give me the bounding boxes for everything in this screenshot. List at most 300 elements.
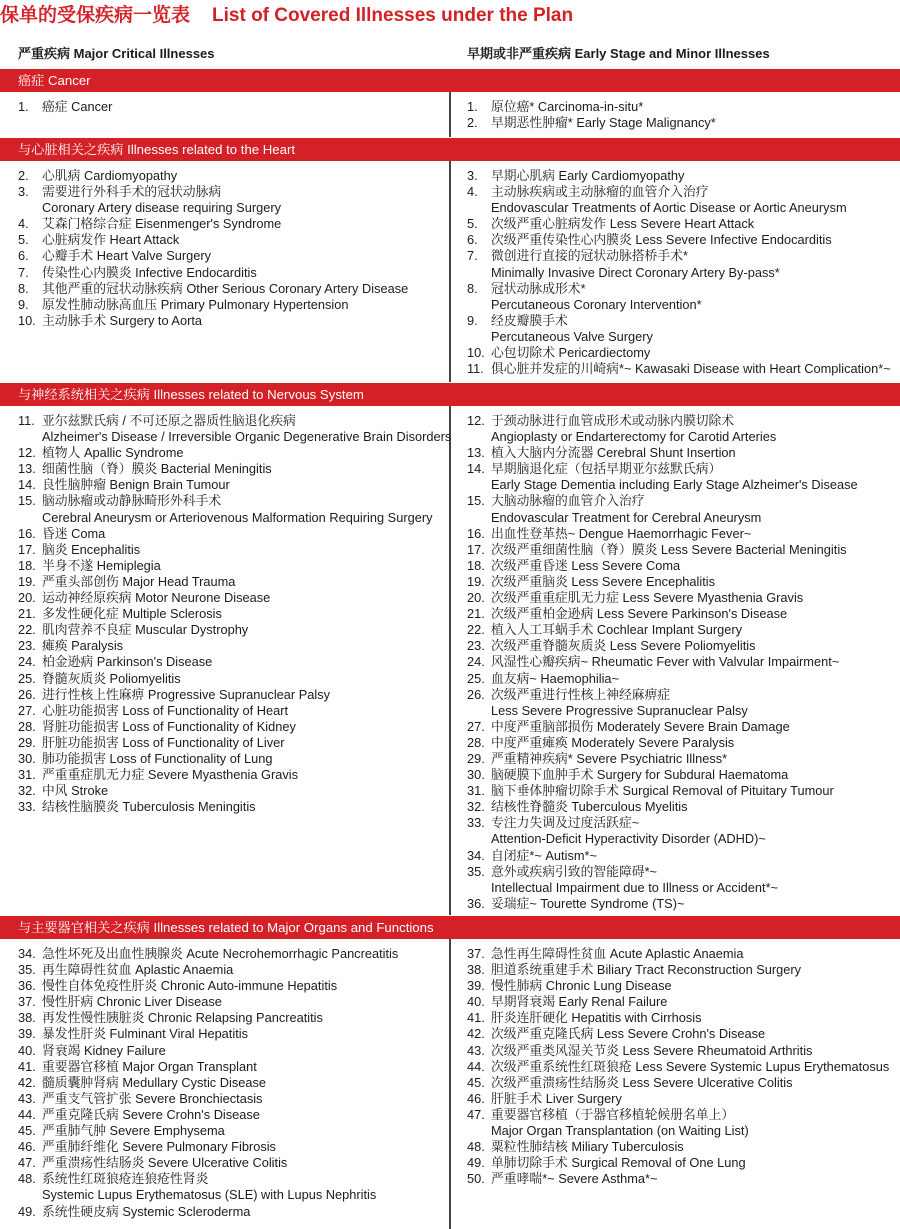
item-number: 3. (18, 184, 29, 200)
item-text (42, 558, 446, 574)
illness-item (18, 1043, 446, 1059)
item-text-line: 早期恶性肿瘤* Early Stage Malignancy* (491, 115, 716, 131)
item-number: 31. (467, 783, 485, 799)
item-number: 15. (467, 493, 485, 509)
item-number: 19. (467, 573, 485, 589)
item-text-line: 于颈动脉进行血管成形术或动脉内膜切除术 (491, 413, 735, 428)
item-text-line: 严重肺纤维化 Severe Pulmonary Fibrosis (42, 1139, 276, 1155)
item-text-line: 其他严重的冠状动脉疾病 Other Serious Coronary Artery Disease (42, 280, 409, 296)
illness-item (18, 767, 446, 783)
illness-item (18, 168, 446, 184)
item-text (491, 638, 897, 654)
item-number: 46. (467, 1090, 485, 1106)
item-text-line: Coronary Artery disease requiring Surgery (42, 200, 281, 216)
item-number: 43. (18, 1090, 36, 1106)
item-text-line: 肝炎连肝硬化 Hepatitis with Cirrhosis (491, 1010, 702, 1026)
illness-item (467, 1107, 897, 1139)
item-text (42, 1139, 446, 1155)
item-text (491, 558, 897, 574)
item-text-line: 专注力失调及过度活跃症~ (491, 815, 640, 831)
item-text (491, 168, 897, 184)
item-text-line: 再生障碍性贫血 Aplastic Anaemia (42, 962, 234, 978)
illness-item (18, 978, 446, 994)
illness-item (467, 526, 897, 542)
item-text-line: Percutaneous Valve Surgery (491, 328, 653, 344)
item-text (491, 1075, 897, 1091)
illness-item (467, 671, 897, 687)
item-text-line: Minimally Invasive Direct Coronary Artery By-pass* (491, 264, 780, 280)
illness-item (18, 783, 446, 799)
item-text (42, 248, 446, 264)
item-number: 1. (467, 99, 478, 114)
item-text (491, 751, 897, 767)
list-major-cancer (18, 99, 446, 115)
section-heading: 癌症 Cancer (18, 73, 91, 88)
item-text (491, 184, 897, 216)
illness-item (467, 622, 897, 638)
item-number: 49. (18, 1203, 36, 1219)
item-text-line: 肝脏功能损害 Loss of Functionality of Liver (42, 734, 285, 750)
illness-item (467, 542, 897, 558)
illness-item (467, 1043, 897, 1059)
illness-item (467, 493, 897, 525)
item-number: 15. (18, 493, 36, 509)
item-text-line: 严重精神疾病* Severe Psychiatric Illness* (491, 750, 728, 766)
item-text (491, 248, 897, 280)
item-text-line: 血友病~ Haemophilia~ (491, 670, 620, 686)
item-text (491, 687, 897, 719)
item-text-line: 次级严重溃疡性结肠炎 Less Severe Ulcerative Colitis (491, 1074, 793, 1090)
illness-item (18, 1123, 446, 1139)
item-text (42, 216, 446, 232)
illness-item (467, 946, 897, 962)
item-text (491, 590, 897, 606)
item-text (491, 1091, 897, 1107)
item-text (42, 687, 446, 703)
illness-item (18, 297, 446, 313)
illness-item (18, 735, 446, 751)
item-text-line: 慢性肝病 Chronic Liver Disease (42, 994, 222, 1010)
item-text (42, 978, 446, 994)
item-text-line: 风湿性心瓣疾病~ Rheumatic Fever with Valvular Impairment~ (491, 654, 840, 670)
item-text-line: 冠状动脉成形术* (491, 280, 586, 296)
illness-item (467, 1059, 897, 1075)
item-text-line: 急性坏死及出血性胰腺炎 Acute Necrohemorrhagic Pancreatitis (42, 946, 399, 961)
item-number: 47. (467, 1106, 485, 1122)
item-text-line: Systemic Lupus Erythematosus (SLE) with Lupus Nephritis (42, 1187, 377, 1203)
illness-item (467, 815, 897, 847)
illness-item (18, 1091, 446, 1107)
section-band-organs (0, 916, 900, 939)
item-number: 4. (467, 184, 478, 200)
item-number: 50. (467, 1171, 485, 1187)
item-text (491, 994, 897, 1010)
item-text (42, 1026, 446, 1042)
item-text (42, 654, 446, 670)
item-text (42, 946, 446, 962)
item-text (42, 735, 446, 751)
item-text-line: Angioplasty or Endarterectomy for Carotid Arteries (491, 429, 777, 445)
item-text-line: 次级严重脑炎 Less Severe Encephalitis (491, 573, 716, 589)
item-text (491, 1026, 897, 1042)
item-text (491, 1043, 897, 1059)
illness-item (18, 1059, 446, 1075)
illness-item (467, 574, 897, 590)
list-minor-organs (467, 946, 897, 1187)
item-text-line: 结核性脑膜炎 Tuberculosis Meningitis (42, 799, 256, 815)
item-number: 44. (467, 1058, 485, 1074)
illness-item (18, 1107, 446, 1123)
item-text-line: 结核性脊髓炎 Tuberculous Myelitis (491, 799, 688, 815)
item-text-line: 次级严重细菌性脑（脊）膜炎 Less Severe Bacterial Meningitis (491, 541, 847, 557)
illness-item (467, 1139, 897, 1155)
item-text (42, 1010, 446, 1026)
item-number: 30. (467, 767, 485, 783)
item-text (491, 1107, 897, 1139)
item-number: 32. (18, 783, 36, 799)
item-number: 23. (467, 638, 485, 654)
item-number: 30. (18, 750, 36, 766)
item-text (42, 493, 446, 525)
illness-item (467, 751, 897, 767)
item-text (491, 445, 897, 461)
item-number: 27. (18, 702, 36, 718)
item-text (42, 1059, 446, 1075)
illness-item (467, 687, 897, 719)
item-text-line: 主动脉手术 Surgery to Aorta (42, 312, 203, 328)
illness-item (18, 542, 446, 558)
item-number: 46. (18, 1139, 36, 1155)
item-number: 26. (467, 686, 485, 702)
item-text-line: 次级严重脊髓灰质炎 Less Severe Poliomyelitis (491, 638, 756, 654)
item-number: 23. (18, 638, 36, 654)
item-text-line: 自闭症*~ Autism*~ (491, 847, 597, 863)
item-text (42, 281, 446, 297)
illness-item (467, 1026, 897, 1042)
illness-item (467, 962, 897, 978)
item-text (42, 703, 446, 719)
item-number: 2. (18, 168, 29, 183)
item-number: 25. (18, 670, 36, 686)
illness-item (467, 978, 897, 994)
page-title (0, 3, 573, 29)
item-text (42, 168, 446, 184)
item-text-line: 单肺切除手术 Surgical Removal of One Lung (491, 1155, 746, 1171)
illness-item (18, 751, 446, 767)
item-text (42, 671, 446, 687)
item-text-line: 脑炎 Encephalitis (42, 541, 141, 557)
illness-item (18, 493, 446, 525)
item-text-line: 植物人 Apallic Syndrome (42, 445, 184, 461)
illness-item (467, 168, 897, 184)
illness-item (467, 767, 897, 783)
item-number: 34. (18, 946, 36, 961)
item-number: 20. (18, 590, 36, 606)
item-text-line: 再发性慢性胰脏炎 Chronic Relapsing Pancreatitis (42, 1010, 323, 1026)
illness-item (18, 1010, 446, 1026)
illness-item (467, 1171, 897, 1187)
illness-item (18, 477, 446, 493)
item-number: 33. (467, 815, 485, 831)
illness-item (467, 799, 897, 815)
item-text-line: 次级严重克隆氏病 Less Severe Crohn's Disease (491, 1026, 766, 1042)
item-text (491, 1010, 897, 1026)
illness-item (18, 461, 446, 477)
item-text (42, 638, 446, 654)
column-heading-major: 严重疾病 Major Critical Illnesses (18, 46, 215, 61)
section-band-heart (0, 138, 900, 161)
illness-item (467, 345, 897, 361)
list-minor-heart (467, 168, 897, 377)
item-text (491, 799, 897, 815)
item-number: 17. (467, 541, 485, 557)
item-number: 37. (18, 994, 36, 1010)
item-text-line: 严重支气管扩张 Severe Bronchiectasis (42, 1090, 263, 1106)
section-heading: 与神经系统相关之疾病 Illnesses related to Nervous System (18, 387, 364, 402)
item-text (491, 783, 897, 799)
item-text-line: 心包切除术 Pericardiectomy (491, 345, 651, 361)
illness-item (18, 526, 446, 542)
item-text-line: 严重重症肌无力症 Severe Myasthenia Gravis (42, 767, 299, 783)
illness-item (467, 413, 897, 445)
illness-item (467, 184, 897, 216)
item-number: 47. (18, 1155, 36, 1171)
item-text (491, 767, 897, 783)
item-text (491, 99, 897, 115)
item-text-line: 癌症 Cancer (42, 99, 113, 114)
column-divider (449, 161, 451, 382)
item-text-line: 肝脏手术 Liver Surgery (491, 1090, 622, 1106)
illness-item (467, 248, 897, 280)
item-text-line: 脑下垂体肿瘤切除手术 Surgical Removal of Pituitary Tumour (491, 783, 834, 799)
item-number: 10. (18, 312, 36, 328)
item-text (42, 99, 446, 115)
item-number: 31. (18, 767, 36, 783)
illness-item (467, 994, 897, 1010)
item-number: 41. (18, 1058, 36, 1074)
item-text-line: 中风 Stroke (42, 783, 109, 799)
illness-item (467, 864, 897, 896)
item-text (491, 413, 897, 445)
item-text-line: Alzheimer's Disease / Irreversible Organic Degenerative Brain Disorders (42, 429, 452, 445)
item-text (42, 962, 446, 978)
item-number: 49. (467, 1155, 485, 1171)
item-text (491, 461, 897, 493)
item-text (491, 542, 897, 558)
item-text (42, 313, 446, 329)
illness-item (467, 735, 897, 751)
illness-item (18, 216, 446, 232)
item-number: 19. (18, 573, 36, 589)
item-number: 43. (467, 1042, 485, 1058)
item-number: 29. (18, 734, 36, 750)
item-text-line: 半身不遂 Hemiplegia (42, 557, 161, 573)
item-number: 21. (467, 606, 485, 622)
item-number: 45. (18, 1123, 36, 1139)
illness-item (467, 461, 897, 493)
item-text-line: 急性再生障碍性贫血 Acute Aplastic Anaemia (491, 946, 744, 961)
list-minor-cancer (467, 99, 897, 131)
item-number: 48. (467, 1139, 485, 1155)
item-number: 24. (467, 654, 485, 670)
item-text (491, 815, 897, 847)
item-text (42, 994, 446, 1010)
item-text-line: 需要进行外科手术的冠状动脉病 (42, 184, 222, 200)
item-text-line: Attention-Deficit Hyperactivity Disorder (ADHD)~ (491, 831, 766, 847)
item-text (42, 1204, 446, 1220)
item-text-line: 肌肉营养不良症 Muscular Dystrophy (42, 622, 249, 638)
item-text-line: 严重哮喘*~ Severe Asthma*~ (491, 1171, 658, 1187)
item-text-line: Less Severe Progressive Supranuclear Palsy (491, 702, 748, 718)
item-number: 8. (467, 280, 478, 296)
item-text-line: 中度严重脑部损伤 Moderately Severe Brain Damage (491, 718, 790, 734)
item-number: 5. (467, 216, 478, 232)
item-text (491, 946, 897, 962)
item-text (491, 493, 897, 525)
illness-item (18, 232, 446, 248)
page-title-en: List of Covered Illnesses under the Plan (212, 5, 574, 26)
item-text-line: Cerebral Aneurysm or Arteriovenous Malformation Requiring Surgery (42, 509, 433, 525)
item-text (42, 1171, 446, 1203)
item-text-line: 细菌性脑（脊）膜炎 Bacterial Meningitis (42, 461, 272, 477)
item-number: 5. (18, 232, 29, 248)
item-text-line: 出血性登革热~ Dengue Haemorrhagic Fever~ (491, 525, 752, 541)
item-text (42, 622, 446, 638)
item-text-line: 微创进行直接的冠状动脉搭桥手术* (491, 248, 688, 264)
item-number: 14. (467, 461, 485, 477)
illness-item (467, 896, 897, 912)
item-text (42, 1075, 446, 1091)
item-number: 38. (18, 1010, 36, 1026)
illness-item (467, 638, 897, 654)
item-text-line: 重要器官移植 Major Organ Transplant (42, 1058, 257, 1074)
list-major-organs (18, 946, 446, 1220)
item-text-line: 胆道系统重建手术 Biliary Tract Reconstruction Surgery (491, 962, 802, 978)
item-text (491, 1155, 897, 1171)
item-number: 28. (467, 734, 485, 750)
item-text-line: 肺功能损害 Loss of Functionality of Lung (42, 750, 273, 766)
list-minor-nervous (467, 413, 897, 912)
item-text-line: 主动脉疾病或主动脉瘤的血管介入治疗 (491, 184, 709, 200)
item-text-line: 严重肺气肿 Severe Emphysema (42, 1123, 225, 1139)
item-number: 27. (467, 718, 485, 734)
item-text (42, 297, 446, 313)
illness-item (467, 313, 897, 345)
illness-item (467, 719, 897, 735)
item-number: 18. (467, 557, 485, 573)
illness-item (18, 719, 446, 735)
illness-item (467, 361, 897, 377)
item-text (491, 1139, 897, 1155)
illness-item (18, 1171, 446, 1203)
item-text-line: 次级严重重症肌无力症 Less Severe Myasthenia Gravis (491, 590, 804, 606)
item-text (491, 606, 897, 622)
item-number: 28. (18, 718, 36, 734)
illness-item (18, 606, 446, 622)
item-text-line: 植入人工耳蜗手术 Cochlear Implant Surgery (491, 622, 743, 638)
item-text (491, 962, 897, 978)
item-text-line: 系统性红斑狼疮连狼疮性肾炎 (42, 1171, 209, 1187)
section-band-cancer (0, 69, 900, 92)
illness-item (18, 687, 446, 703)
item-text-line: 次级严重昏迷 Less Severe Coma (491, 557, 681, 573)
item-number: 34. (467, 847, 485, 863)
item-text-line: 早期肾衰竭 Early Renal Failure (491, 994, 668, 1010)
item-text (42, 1123, 446, 1139)
item-number: 11. (18, 413, 35, 428)
illness-item (18, 1204, 446, 1220)
item-number: 40. (467, 994, 485, 1010)
illness-item (18, 590, 446, 606)
item-number: 24. (18, 654, 36, 670)
item-text (42, 526, 446, 542)
item-number: 3. (467, 168, 478, 183)
item-text (491, 281, 897, 313)
item-number: 13. (467, 445, 485, 461)
item-text-line: Early Stage Dementia including Early Stage Alzheimer's Disease (491, 477, 858, 493)
item-text (491, 115, 897, 131)
item-text (491, 232, 897, 248)
column-heading-minor: 早期或非严重疾病 Early Stage and Minor Illnesses (467, 46, 770, 61)
item-text (42, 751, 446, 767)
item-text-line: 系统性硬皮病 Systemic Scleroderma (42, 1203, 251, 1219)
item-text-line: Major Organ Transplantation (on Waiting List) (491, 1123, 749, 1139)
item-text (491, 654, 897, 670)
item-text-line: 亚尔兹默氏病 / 不可还原之器质性脑退化疾病 (42, 413, 296, 428)
illness-item (18, 248, 446, 264)
section-heading: 与心脏相关之疾病 Illnesses related to the Heart (18, 142, 296, 157)
item-number: 11. (467, 361, 484, 377)
item-number: 6. (18, 248, 29, 264)
item-number: 7. (18, 264, 29, 280)
item-number: 36. (18, 978, 36, 994)
item-text (42, 590, 446, 606)
item-number: 32. (467, 799, 485, 815)
column-divider (449, 406, 451, 915)
item-number: 35. (18, 962, 36, 978)
item-text-line: 运动神经原疾病 Motor Neurone Disease (42, 590, 271, 606)
illness-item (18, 1155, 446, 1171)
illness-item (467, 99, 897, 115)
item-text-line: 经皮瓣膜手术 (491, 312, 568, 328)
item-number: 9. (467, 312, 478, 328)
illness-item (18, 946, 446, 962)
item-text-line: 肾衰竭 Kidney Failure (42, 1042, 166, 1058)
item-text-line: 多发性硬化症 Multiple Sclerosis (42, 606, 222, 622)
illness-item (467, 445, 897, 461)
item-text-line: 髓质囊肿肾病 Medullary Cystic Disease (42, 1074, 266, 1090)
item-number: 22. (467, 622, 485, 638)
illness-item (467, 281, 897, 313)
item-text (42, 477, 446, 493)
item-text-line: 进行性核上性麻痹 Progressive Supranuclear Palsy (42, 686, 331, 702)
item-text-line: 次级严重进行性核上神经麻痹症 (491, 686, 671, 702)
item-number: 29. (467, 750, 485, 766)
item-number: 25. (467, 670, 485, 686)
illness-item (467, 1091, 897, 1107)
illness-item (467, 1010, 897, 1026)
item-text (42, 767, 446, 783)
item-text-line: 肾脏功能损害 Loss of Functionality of Kidney (42, 718, 296, 734)
item-number: 45. (467, 1074, 485, 1090)
item-text-line: 心脏病发作 Heart Attack (42, 232, 180, 248)
item-number: 20. (467, 590, 485, 606)
item-text (42, 1107, 446, 1123)
illness-item (18, 1139, 446, 1155)
illness-item (18, 313, 446, 329)
list-major-nervous (18, 413, 452, 815)
item-text-line: 大脑动脉瘤的血管介入治疗 (491, 493, 645, 509)
